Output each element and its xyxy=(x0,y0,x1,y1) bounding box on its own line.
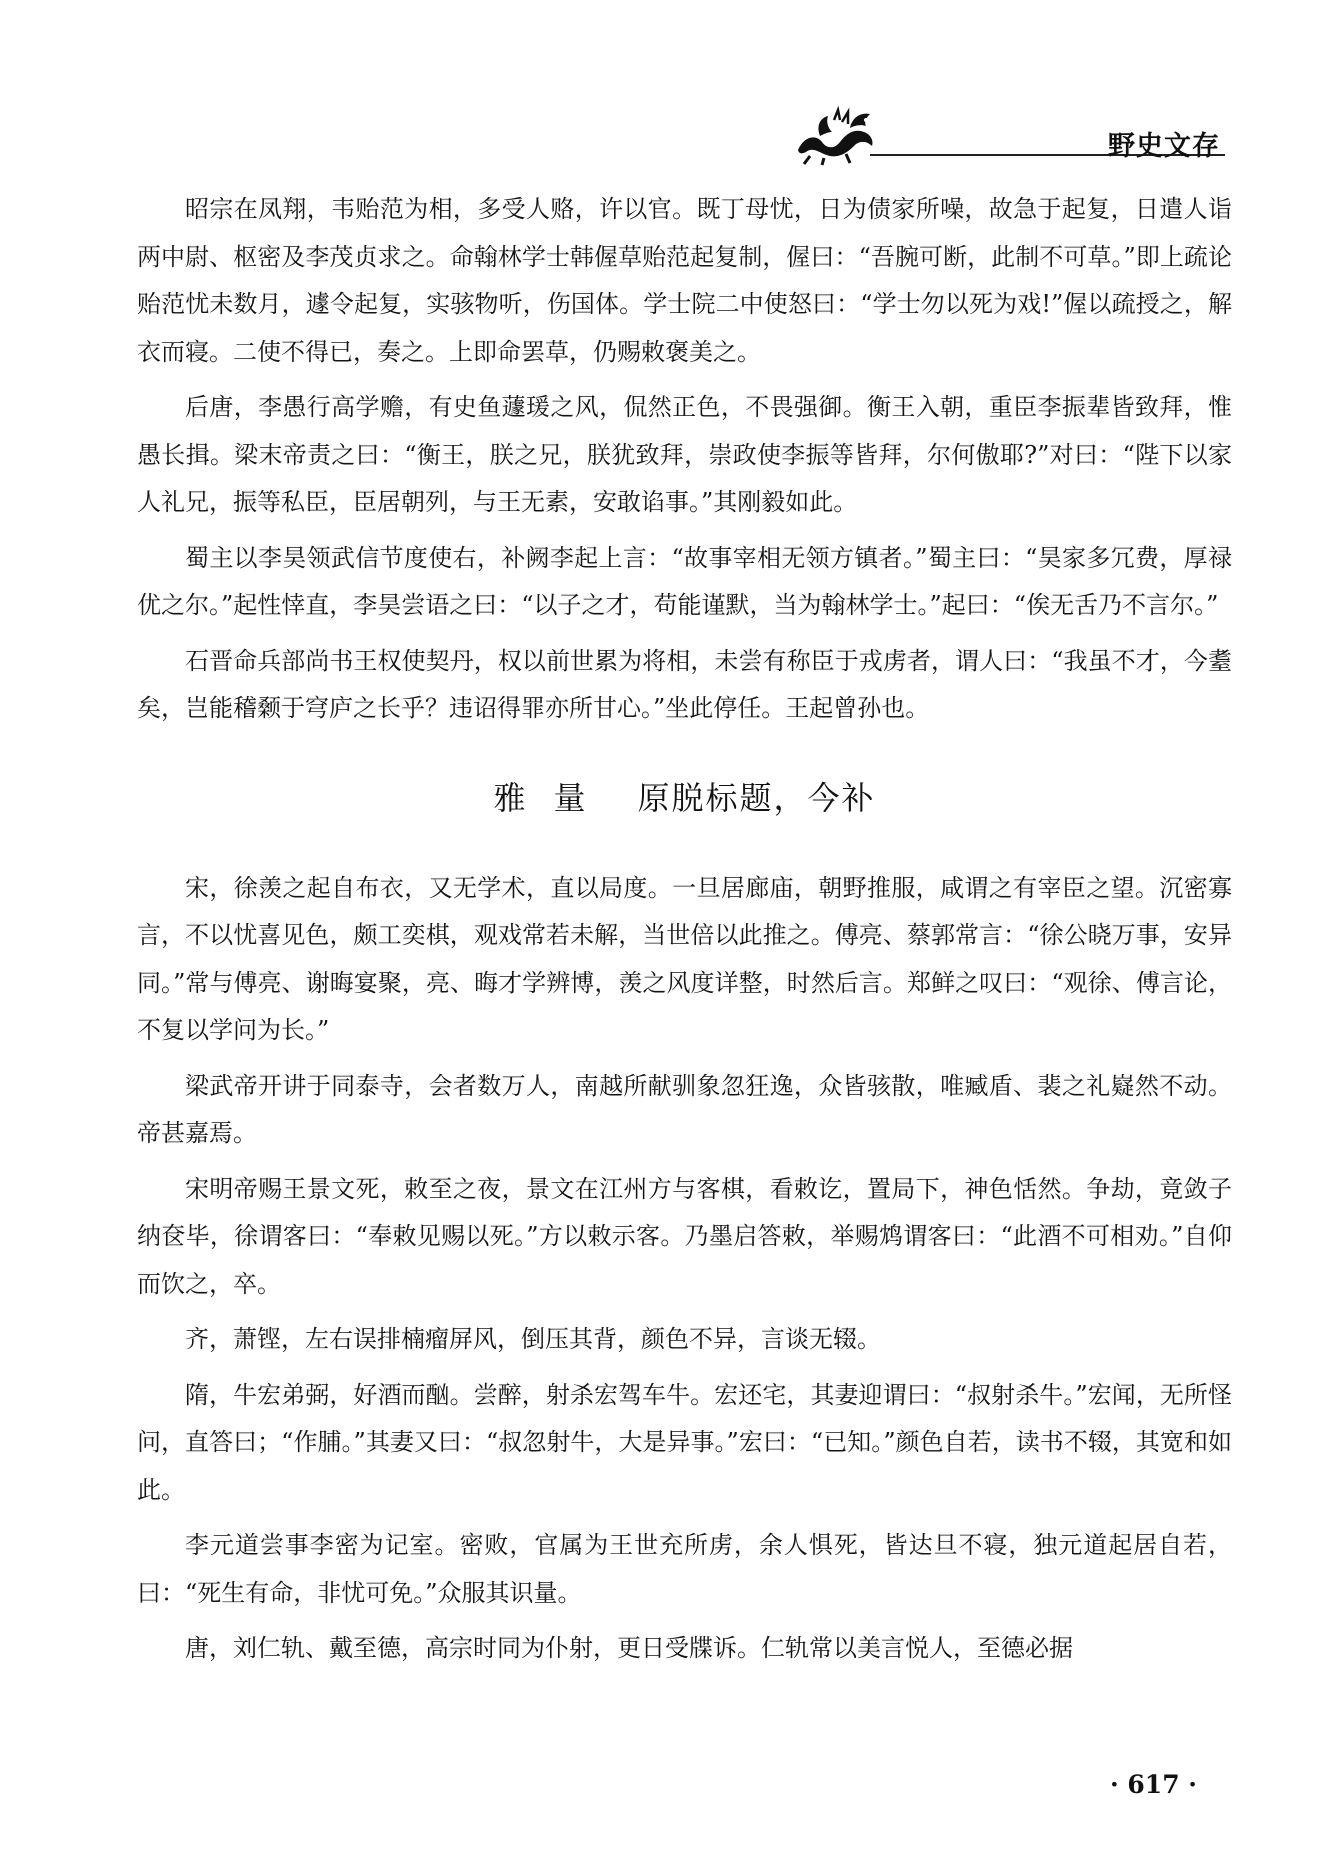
page-number: · 617 · xyxy=(1110,1770,1197,1799)
paragraph-liang-wudi: 梁武帝开讲于同泰寺，会者数万人，南越所献驯象忽狂逸，众皆骇散，唯臧盾、裴之礼嶷然不动。帝甚嘉焉。 xyxy=(137,1071,1232,1147)
series-title: 野史文存 xyxy=(1108,131,1220,162)
paragraph-li-qi: 蜀主以李昊领武信节度使右，补阙李起上言：“故事宰相无领方镇者。”蜀主曰：“昊家多冗费，厚禄优之尔。”起性悻直，李昊尝语之曰：“以子之才，苟能谨默，当为翰林学士。”起曰：“俟无舌乃不言尔。” xyxy=(137,543,1232,619)
paragraph-liu-renggui: 唐，刘仁轨、戴至德，高宗时同为仆射，更日受牒诉。仁轨常以美言悦人，至德必据 xyxy=(185,1634,1073,1662)
paragraph-li-yu: 后唐，李愚行高学赡，有史鱼蘧瑗之风，侃然正色，不畏强御。衡王入朝，重臣李振辈皆致拜，惟愚长揖。梁末帝责之曰：“衡王，朕之兄，朕犹致拜，崇政使李振等皆拜，尔何傲耶?”对曰：“陛下以家人礼兄，振等私臣，臣居朝列，与王无素，安敢谄事。”其刚毅如此。 xyxy=(137,393,1232,516)
section-heading: 雅量 xyxy=(493,778,614,817)
paragraph-niu-hong: 隋，牛宏弟弼，好酒而酗。尝醉，射杀宏驾车牛。宏还宅，其妻迎谓曰：“叔射杀牛。”宏闻，无所怪问，直答曰；“作脯。”其妻又曰：“叔忽射牛，大是异事。”宏曰：“已知。”颜色自若，读书不辍，其宽和如此。 xyxy=(137,1380,1232,1504)
running-header xyxy=(790,106,1230,166)
paragraph-wang-jingwen: 宋明帝赐王景文死，敕至之夜，景文在江州方与客棋，看敕讫，置局下，神色恬然。争劫，竟敛子纳奁毕，徐谓客曰：“奉敕见赐以死。”方以敕示客。乃墨启答敕，举赐鸩谓客曰：“此酒不可相劝。”自仰而饮之，卒。 xyxy=(137,1174,1232,1298)
dragon-emblem-icon xyxy=(790,106,880,166)
section-note: 原脱标题，今补 xyxy=(637,778,876,817)
paragraph-wang-quan: 石晋命兵部尚书王权使契丹，权以前世累为将相，未尝有称臣于戎虏者，谓人曰：“我虽不才，今耋矣，岂能稽颡于穹庐之长乎？违诏得罪亦所甘心。”坐此停任。王起曾孙也。 xyxy=(137,646,1232,722)
section-title xyxy=(137,775,1232,821)
page-body xyxy=(137,186,1232,1673)
paragraph-zhaozong: 昭宗在凤翔，韦贻范为相，多受人赂，许以官。既丁母忧，日为债家所噪，故急于起复，日遣人诣两中尉、枢密及李茂贞求之。命翰林学士韩偓草贻范起复制，偓曰：“吾腕可断，此制不可草。”即上疏论贻范忧未数月，遽令起复，实骇物听，伤国体。学士院二中使怒曰：“学士勿以死为戏!”偓以疏授之，解衣而寝。二使不得已，奏之。上即命罢草，仍赐敕褒美之。 xyxy=(137,195,1232,366)
paragraph-xu-xianzhi: 宋，徐羡之起自布衣，又无学术，直以局度。一旦居廊庙，朝野推服，咸谓之有宰臣之望。沉密寡言，不以忧喜见色，颇工奕棋，观戏常若未解，当世倍以此推之。傅亮、蔡郭常言：“徐公晓万事，安异同。”常与傅亮、谢晦宴聚，亮、晦才学辨博，羡之风度详整，时然后言。郑鲜之叹曰：“观徐、傅言论，不复以学问为长。” xyxy=(137,873,1232,1044)
paragraph-li-yuandao: 李元道尝事李密为记室。密败，官属为王世充所虏，余人惧死，皆达旦不寝，独元道起居自若，曰：“死生有命，非忧可免。”众服其识量。 xyxy=(137,1531,1232,1607)
paragraph-xiao-keng: 齐，萧铿，左右误排楠瘤屏风，倒压其背，颜色不异，言谈无辍。 xyxy=(185,1325,881,1353)
